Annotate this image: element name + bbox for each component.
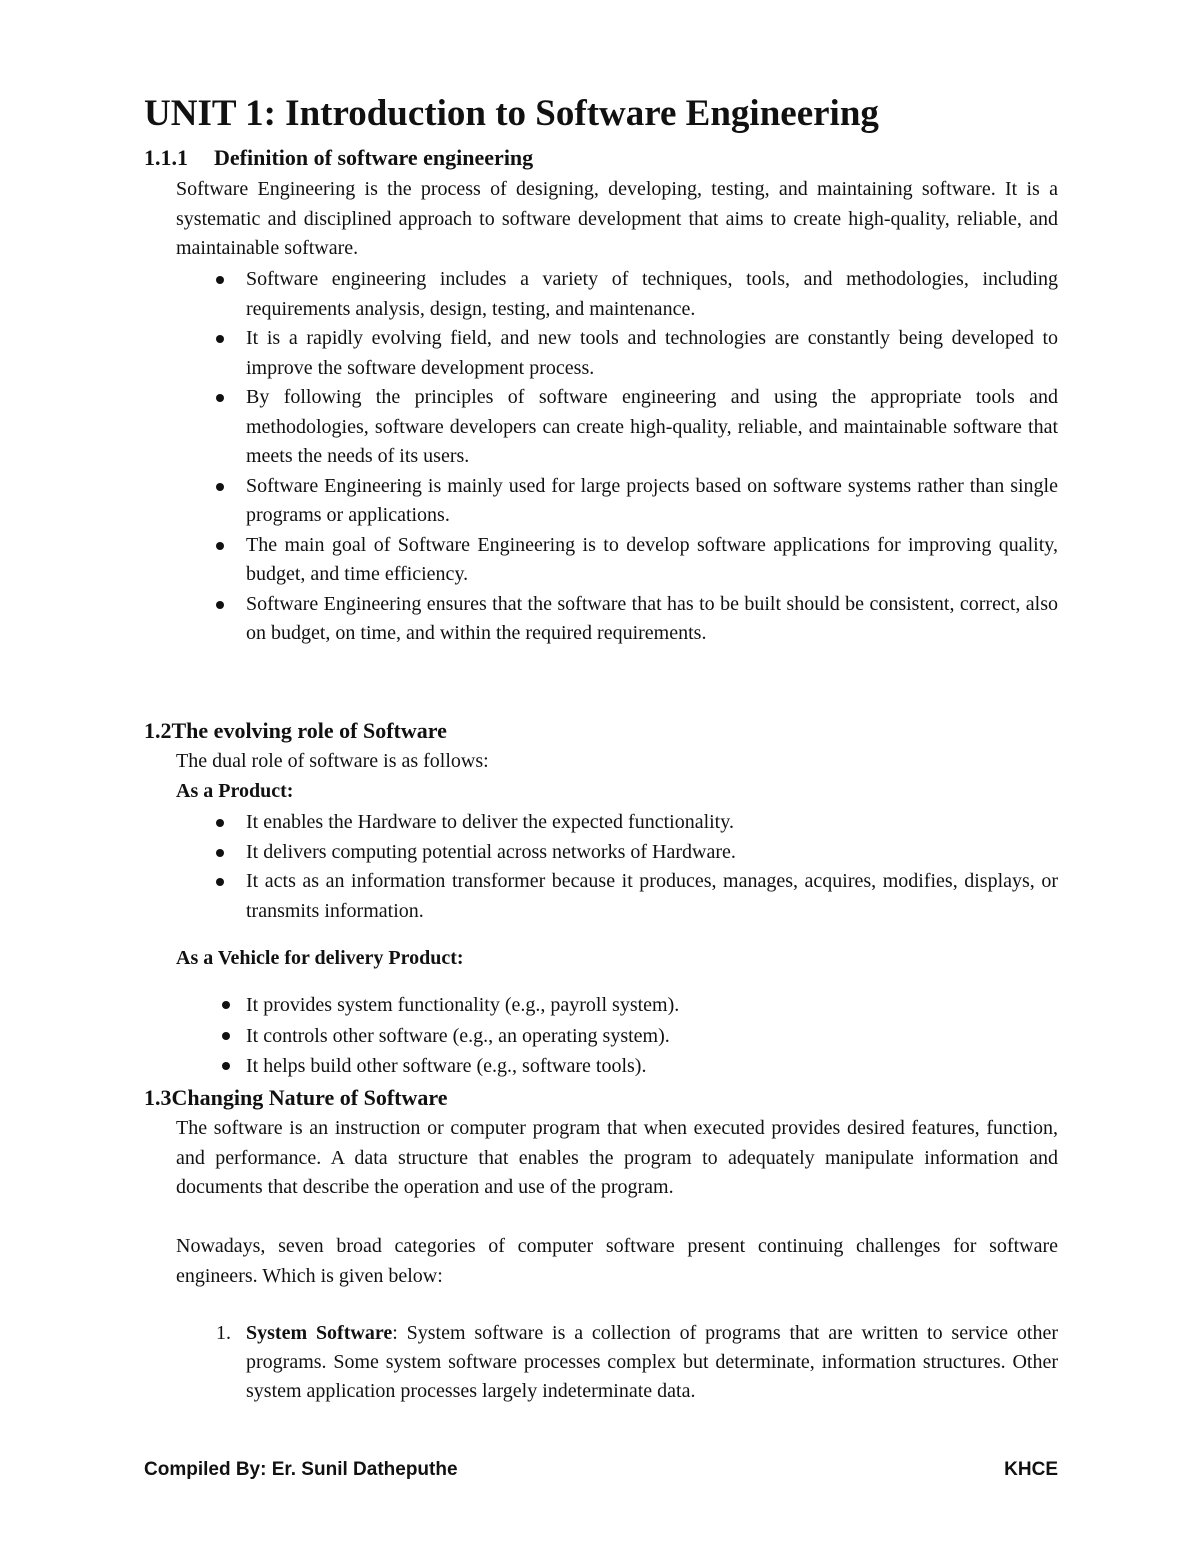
list-item: The main goal of Software Engineering is to develop software applications for improving quality, budget, and time efficiency. (214, 531, 1058, 590)
footer-author: Compiled By: Er. Sunil Datheputhe (144, 1459, 458, 1480)
document-page (144, 0, 1058, 1553)
product-subheading: As a Product: (176, 780, 294, 802)
list-item: It delivers computing potential across networks of Hardware. (214, 838, 1058, 868)
list-item: It acts as an information transformer because it produces, manages, acquires, modifies, displays, or transmits information. (214, 867, 1058, 926)
list-number: 1. (216, 1322, 231, 1344)
list-item: It enables the Hardware to deliver the expected functionality. (214, 808, 1058, 838)
section-heading-1-2 (144, 716, 447, 746)
unit-title: UNIT 1: Introduction to Software Engineering (144, 93, 879, 134)
bullet-icon (216, 276, 224, 284)
list-item: It is a rapidly evolving field, and new tools and technologies are constantly being developed to improve the software development process. (214, 324, 1058, 383)
section-number: 1.2 (144, 718, 172, 743)
dual-role-intro: The dual role of software is as follows: (176, 750, 489, 772)
section-title: The evolving role of Software (171, 718, 447, 743)
list-item: Software Engineering ensures that the software that has to be built should be consistent, correct, also on budget, on time, and within the required requirements. (214, 590, 1058, 649)
software-categories-list (214, 1319, 1058, 1406)
list-item: It helps build other software (e.g., software tools). (222, 1051, 1058, 1082)
section-number: 1.1.1 (144, 145, 188, 170)
footer-institution: KHCE (1004, 1459, 1058, 1480)
list-item: It controls other software (e.g., an operating system). (222, 1021, 1058, 1052)
bullet-icon (216, 849, 224, 857)
bullet-icon (216, 483, 224, 491)
vehicle-subheading: As a Vehicle for delivery Product: (176, 947, 464, 969)
list-item: Software Engineering is mainly used for large projects based on software systems rather than single programs or applications. (214, 472, 1058, 531)
bullet-icon (216, 394, 224, 402)
bullet-icon (216, 878, 224, 886)
list-item (214, 1319, 1058, 1406)
list-item: By following the principles of software engineering and using the appropriate tools and methodologies, software developers can create high-quality, reliable, and maintainable software that meets the needs of its users. (214, 383, 1058, 472)
bullet-icon (216, 819, 224, 827)
software-nature-paragraph: The software is an instruction or computer program that when executed provides desired features, function, and performance. A data structure that enables the program to adequately manipulate information and documents that describe the operation and use of the program. (176, 1117, 1058, 1198)
bullet-icon (222, 1062, 230, 1070)
bullet-icon (216, 601, 224, 609)
definition-bullet-list (214, 265, 1058, 649)
definition-paragraph: Software Engineering is the process of designing, developing, testing, and maintaining software. It is a systematic and disciplined approach to software development that aims to create high-quality, reliable, and maintainable software. (176, 178, 1058, 259)
list-item: Software engineering includes a variety of techniques, tools, and methodologies, including requirements analysis, design, testing, and maintenance. (214, 265, 1058, 324)
category-description: : System software is a collection of programs that are written to service other programs. Some system software processes complex but determinate, information structures. Other system application processes largely indeterminate data. (246, 1322, 1058, 1402)
section-title: Definition of software engineering (214, 145, 534, 170)
section-title: Changing Nature of Software (171, 1085, 448, 1110)
bullet-icon (222, 1032, 230, 1040)
bullet-icon (222, 1001, 230, 1009)
page-footer (144, 1458, 1058, 1482)
categories-intro-paragraph: Nowadays, seven broad categories of computer software present continuing challenges for software engineers. Which is given below: (176, 1235, 1058, 1287)
bullet-icon (216, 542, 224, 550)
section-heading-1-3 (144, 1083, 448, 1113)
product-bullet-list (214, 808, 1058, 926)
bullet-icon (216, 335, 224, 343)
section-number: 1.3 (144, 1085, 172, 1110)
section-heading-1-1-1 (144, 143, 533, 173)
vehicle-bullet-list (222, 990, 1058, 1082)
category-term: System Software (246, 1322, 393, 1344)
list-item: It provides system functionality (e.g., payroll system). (222, 990, 1058, 1021)
